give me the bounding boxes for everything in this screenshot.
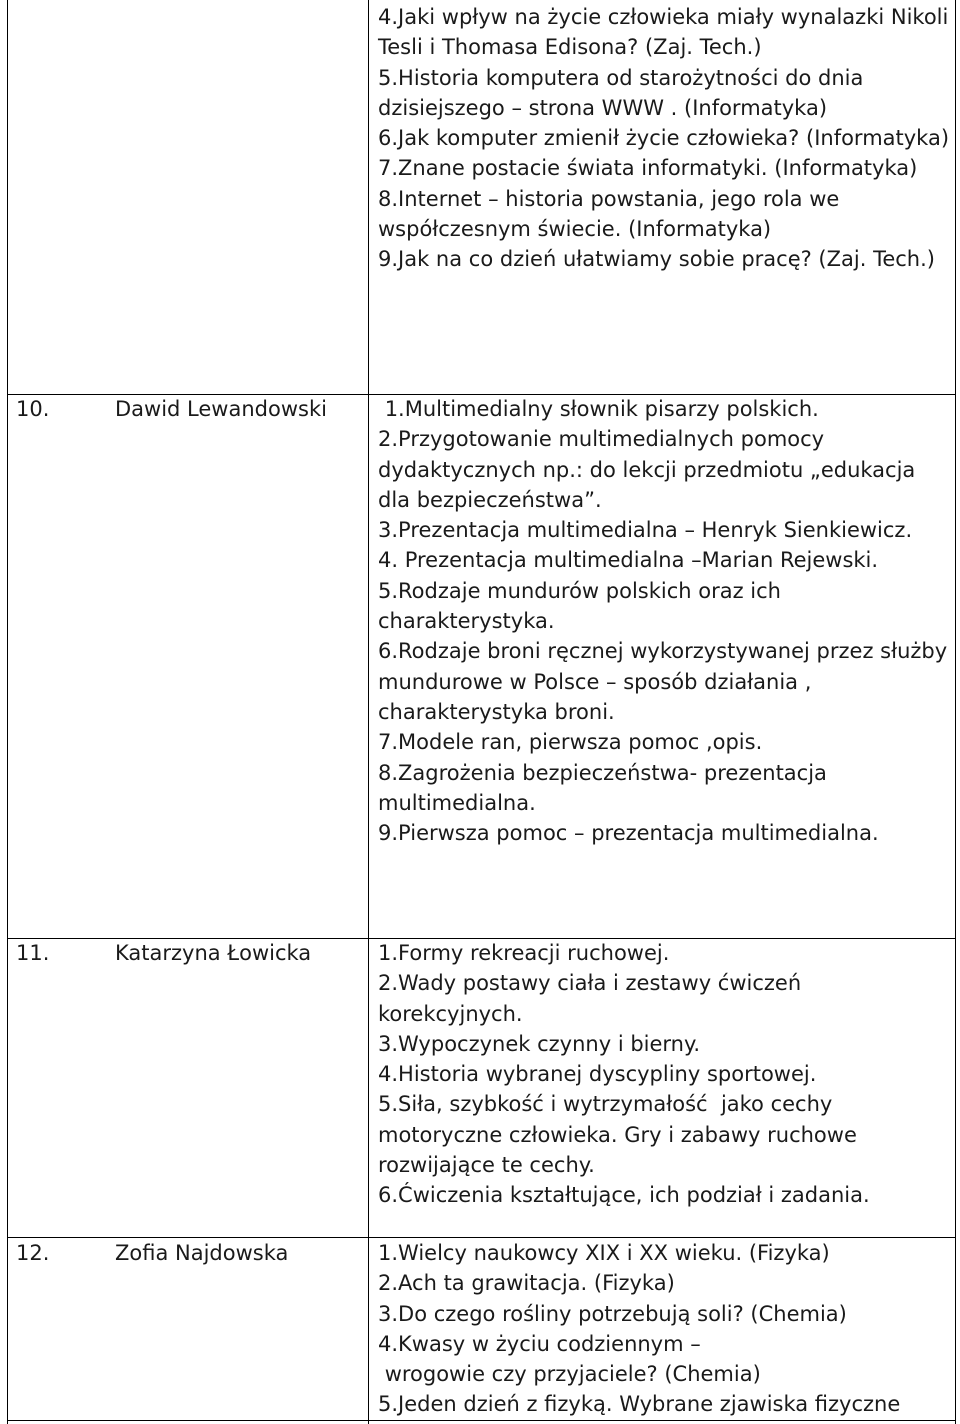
row-number: 10. — [16, 397, 50, 421]
topic-item: 6.Jak komputer zmienił życie człowieka? (Informatyka) — [378, 126, 950, 151]
row-number: 11. — [16, 941, 50, 965]
topic-item: 1.Multimedialny słownik pisarzy polskich. — [378, 397, 819, 421]
topic-item: 9.Jak na co dzień ułatwiamy sobie pracę? (Zaj. Tech.) — [378, 247, 935, 272]
topic-item: 2.Ach ta grawitacja. (Fizyka) — [378, 1271, 675, 1296]
topic-item: wrogowie czy przyjaciele? (Chemia) — [378, 1362, 761, 1387]
topic-item: 1.Wielcy naukowcy XIX i XX wieku. (Fizyka) — [378, 1241, 830, 1265]
topic-item: 4.Historia wybranej dyscypliny sportowej. — [378, 1062, 817, 1087]
topic-item: 1.Formy rekreacji ruchowej. — [378, 941, 670, 965]
topic-item: 5.Jeden dzień z fizyką. Wybrane zjawiska fizyczne — [378, 1392, 901, 1417]
topic-list — [378, 2, 956, 275]
topic-item: 6.Rodzaje broni ręcznej wykorzystywanej przez służby mundurowe w Polsce – sposób działania , charakterystyka broni. — [378, 639, 954, 724]
topic-list — [378, 938, 952, 1211]
topic-item: 6.Ćwiczenia kształtujące, ich podział i zadania. — [378, 1183, 870, 1208]
student-name: Zofia Najdowska — [115, 1241, 289, 1265]
topic-item: 3.Wypoczynek czynny i bierny. — [378, 1031, 701, 1056]
topic-item: 7.Znane postacie świata informatyki. (Informatyka) — [378, 156, 918, 181]
topic-item: 5.Rodzaje mundurów polskich oraz ich charakterystyka. — [378, 578, 788, 634]
column-divider — [368, 0, 369, 1424]
topic-item: 5.Siła, szybkość i wytrzymałość jako cechy motoryczne człowieka. Gry i zabawy ruchowe rozwijające te cechy. — [378, 1092, 864, 1178]
topic-list — [378, 394, 952, 848]
student-name: Dawid Lewandowski — [115, 397, 327, 421]
topic-item: 8.Zagrożenia bezpieczeństwa- prezentacja multimedialna. — [378, 760, 834, 815]
topic-item: 7.Modele ran, pierwsza pomoc ,opis. — [378, 730, 763, 755]
topic-list — [378, 1238, 952, 1420]
topic-item: 2.Wady postawy ciała i zestawy ćwiczeń korekcyjnych. — [378, 971, 808, 1026]
table-border-bottom — [7, 1420, 956, 1421]
topic-item: 4.Jaki wpływ na życie człowieka miały wynalazki Nikoli Tesli i Thomasa Edisona? (Zaj. Tech.) — [378, 5, 956, 60]
topic-item: 5.Historia komputera od starożytności do dnia dzisiejszego – strona WWW . (Informatyka) — [378, 65, 871, 120]
topic-item: 8.Internet – historia powstania, jego rola we współczesnym świecie. (Informatyka) — [378, 186, 847, 242]
topic-item: 3.Prezentacja multimedialna – Henryk Sienkiewicz. — [378, 518, 913, 543]
topic-item: 4. Prezentacja multimedialna –Marian Rejewski. — [378, 548, 879, 573]
topic-item: 2.Przygotowanie multimedialnych pomocy dydaktycznych np.: do lekcji przedmiotu „edukacja dla bezpieczeństwa”. — [378, 427, 922, 512]
topic-item: 9.Pierwsza pomoc – prezentacja multimedialna. — [378, 821, 879, 846]
table-border-left — [7, 0, 8, 1424]
topic-item: 4.Kwasy w życiu codziennym – — [378, 1331, 701, 1356]
student-name: Katarzyna Łowicka — [115, 941, 312, 965]
table-border-right — [955, 0, 956, 1424]
row-number: 12. — [16, 1241, 50, 1265]
topic-item: 3.Do czego rośliny potrzebują soli? (Chemia) — [378, 1301, 847, 1326]
